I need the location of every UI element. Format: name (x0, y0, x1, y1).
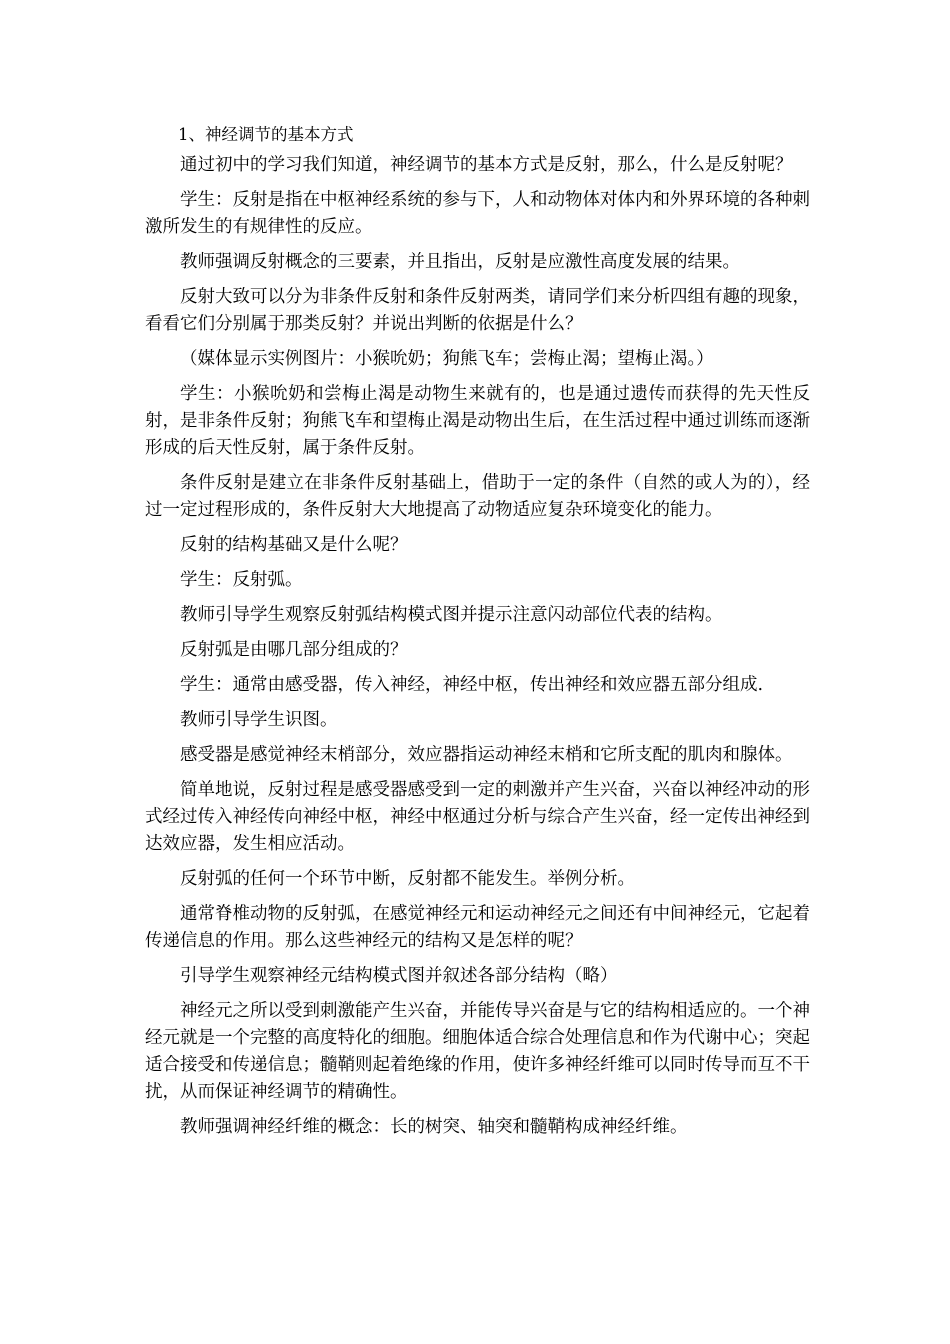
paragraph: 教师引导学生观察反射弧结构模式图并提示注意闪动部位代表的结构。 (180, 605, 723, 625)
paragraph: 学生：通常由感受器，传入神经，神经中枢，传出神经和效应器五部分组成. (180, 675, 764, 695)
paragraph: 神经元之所以受到刺激能产生兴奋，并能传导兴奋是与它的结构相适应的。一个神经元就是一个完整的高度特化的细胞。细胞体适合综合处理信息和作为代谢中心；突起适合接受和传递信息；髓鞘则起着绝缘的作用，使许多神经纤维可以同时传导而互不干扰，从而保证神经调节的精确性。 (145, 1001, 810, 1102)
paragraph: 感受器是感觉神经末梢部分，效应器指运动神经末梢和它所支配的肌肉和腺体。 (180, 745, 793, 765)
paragraph: 反射弧是由哪几部分组成的？ (180, 640, 408, 660)
paragraph: 学生：小猴吮奶和尝梅止渴是动物生来就有的，也是通过遗传而获得的先天性反射，是非条件反射；狗熊飞车和望梅止渴是动物出生后，在生活过程中通过训练而逐渐形成的后天性反射，属于条件反射。 (145, 384, 810, 458)
paragraph: 学生：反射弧。 (180, 570, 303, 590)
paragraph: 简单地说，反射过程是感受器感受到一定的刺激并产生兴奋，兴奋以神经冲动的形式经过传入神经传向神经中枢，神经中枢通过分析与综合产生兴奋，经一定传出神经到达效应器，发生相应活动。 (145, 780, 810, 854)
section-heading: 1、神经调节的基本方式 (178, 125, 354, 144)
paragraph: 教师引导学生识图。 (180, 710, 338, 730)
paragraph: 教师强调神经纤维的概念：长的树突、轴突和髓鞘构成神经纤维。 (180, 1117, 688, 1137)
paragraph: 条件反射是建立在非条件反射基础上，借助于一定的条件（自然的或人为的），经过一定过程形成的，条件反射大大地提高了动物适应复杂环境变化的能力。 (145, 473, 810, 520)
paragraph: 反射弧的任何一个环节中断，反射都不能发生。举例分析。 (180, 869, 635, 889)
paragraph: 教师强调反射概念的三要素，并且指出，反射是应激性高度发展的结果。 (180, 252, 740, 272)
paragraph: 通常脊椎动物的反射弧，在感觉神经元和运动神经元之间还有中间神经元，它起着传递信息的作用。那么这些神经元的结构又是怎样的呢？ (145, 904, 810, 951)
paragraph: 通过初中的学习我们知道，神经调节的基本方式是反射，那么，什么是反射呢？ (180, 155, 793, 175)
paragraph: 反射的结构基础又是什么呢？ (180, 535, 408, 555)
paragraph: 引导学生观察神经元结构模式图并叙述各部分结构（略） (180, 966, 618, 986)
document-page (145, 122, 810, 1149)
paragraph: 学生：反射是指在中枢神经系统的参与下，人和动物体对体内和外界环境的各种刺激所发生的有规律性的反应。 (145, 190, 810, 237)
paragraph: 反射大致可以分为非条件反射和条件反射两类，请同学们来分析四组有趣的现象，看看它们分别属于那类反射？并说出判断的依据是什么？ (145, 287, 810, 334)
paragraph: （媒体显示实例图片：小猴吮奶；狗熊飞车；尝梅止渴；望梅止渴。） (180, 349, 714, 369)
